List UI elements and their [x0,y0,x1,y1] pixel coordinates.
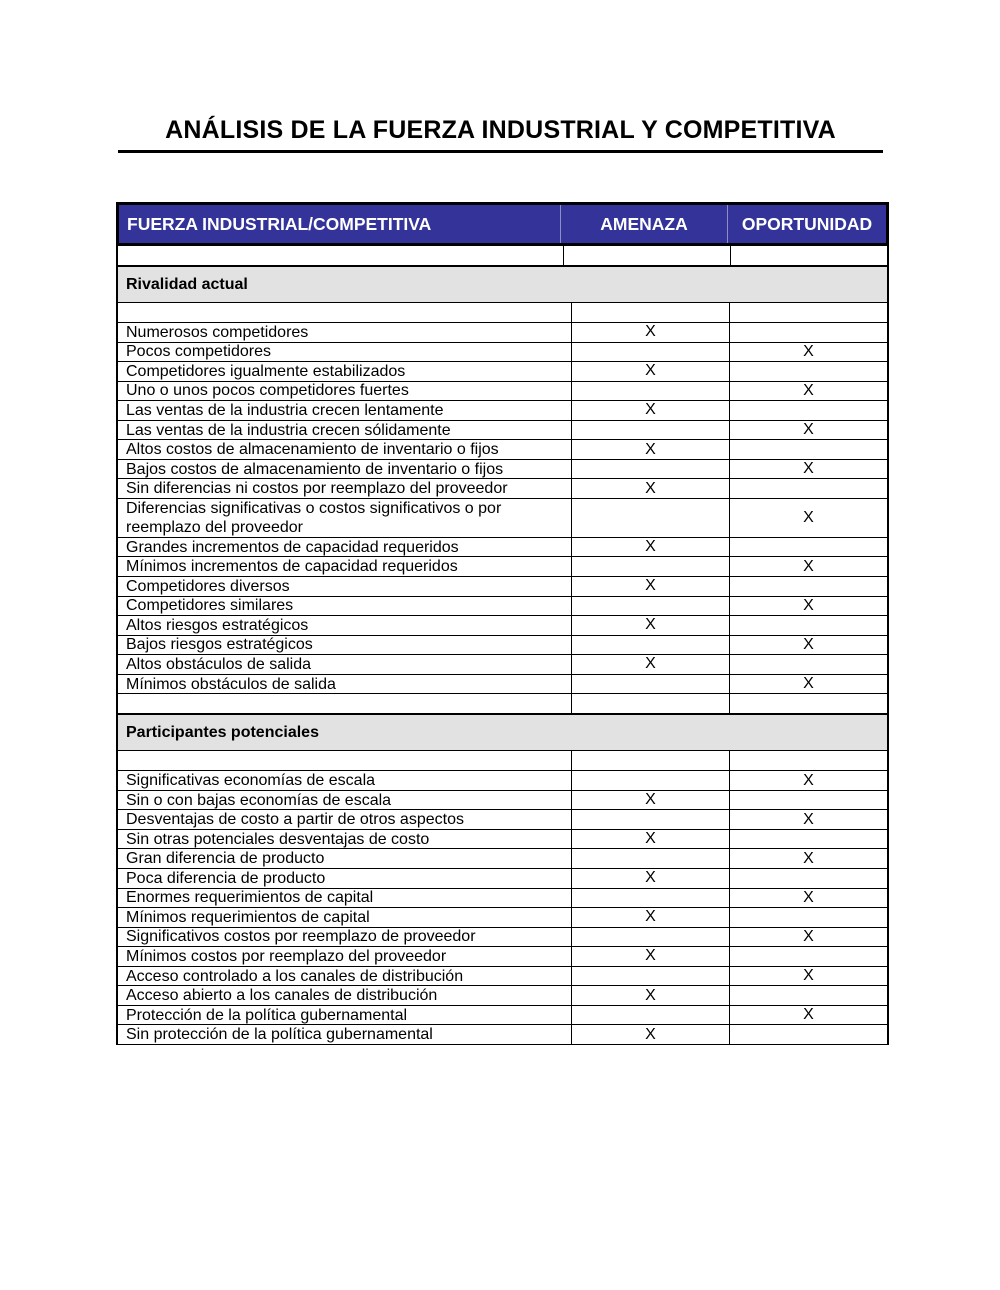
threat-mark: X [572,655,730,674]
opportunity-mark: X [803,635,814,653]
threat-mark: X [572,479,730,498]
threat-mark [572,675,730,694]
opportunity-mark: X [803,888,814,906]
table-row [118,869,887,889]
table-row [118,830,887,850]
threat-mark [572,557,730,576]
table-row [118,597,887,617]
opportunity-mark: X [803,967,814,985]
force-label: Bajos costos de almacenamiento de inventario o fijos [118,460,572,479]
force-label: Mínimos requerimientos de capital [118,908,572,927]
opportunity-mark [730,1025,887,1044]
opportunity-mark [730,986,887,1005]
table-row [118,889,887,909]
opportunity-mark [730,830,887,849]
table-row [118,421,887,441]
table-row [118,460,887,480]
section-heading: Rivalidad actual [118,266,887,303]
table-row [118,928,887,948]
force-label: Diferencias significativas o costos significativos o por reemplazo del proveedor [118,499,572,537]
empty-row [118,246,887,266]
table-row [118,986,887,1006]
force-label: Competidores similares [118,597,572,616]
threat-mark [572,771,730,790]
table-row [118,440,887,460]
header-opportunity: OPORTUNIDAD [741,213,873,234]
threat-mark: X [572,791,730,810]
table-row [118,1025,887,1045]
force-label: Competidores igualmente estabilizados [118,362,572,381]
opportunity-mark: X [803,849,814,867]
force-label: Altos costos de almacenamiento de inventario o fijos [118,440,572,459]
table-row [118,791,887,811]
empty-cell [118,303,572,322]
force-label: Bajos riesgos estratégicos [118,636,572,655]
force-label: Mínimos costos por reemplazo del proveedor [118,947,572,966]
force-label: Sin o con bajas economías de escala [118,791,572,810]
opportunity-mark: X [803,675,814,693]
threat-mark [572,849,730,868]
threat-mark: X [572,577,730,596]
table-header [116,202,889,246]
table-row [118,849,887,869]
empty-cell [118,246,564,265]
opportunity-mark [730,655,887,674]
threat-mark: X [572,986,730,1005]
threat-mark: X [572,869,730,888]
opportunity-mark: X [803,421,814,438]
table-row [118,616,887,636]
threat-mark: X [572,947,730,966]
header-force: FUERZA INDUSTRIAL/COMPETITIVA [119,205,561,243]
force-label: Acceso abierto a los canales de distribución [118,986,572,1005]
opportunity-mark: X [803,381,814,399]
threat-mark: X [572,401,730,420]
empty-cell [564,246,731,265]
empty-cell [572,751,730,770]
threat-mark [572,810,730,829]
empty-row [118,303,887,323]
opportunity-mark [730,577,887,596]
table-row [118,343,887,363]
threat-mark [572,382,730,401]
threat-mark [572,421,730,440]
threat-mark [572,889,730,908]
opportunity-mark: X [803,460,814,478]
force-label: Altos obstáculos de salida [118,655,572,674]
opportunity-mark: X [803,342,814,360]
opportunity-mark [730,869,887,888]
force-label: Significativas economías de escala [118,771,572,790]
table-row [118,967,887,987]
table-row [118,362,887,382]
threat-mark: X [572,1025,730,1044]
header-threat: AMENAZA [561,205,728,243]
threat-mark: X [572,538,730,557]
opportunity-mark [730,362,887,381]
opportunity-mark: X [803,810,814,828]
table-body [116,246,889,1045]
force-label: Competidores diversos [118,577,572,596]
force-label: Acceso controlado a los canales de distribución [118,967,572,986]
table-row [118,771,887,791]
force-label: Sin otras potenciales desventajas de costo [118,830,572,849]
opportunity-mark [730,440,887,459]
opportunity-mark: X [803,508,814,526]
opportunity-mark [730,401,887,420]
opportunity-mark: X [803,557,814,575]
threat-mark [572,636,730,655]
table-row [118,557,887,577]
empty-cell [118,694,572,713]
force-label: Uno o unos pocos competidores fuertes [118,382,572,401]
opportunity-mark: X [803,596,814,614]
table-row [118,947,887,967]
force-label: Enormes requerimientos de capital [118,889,572,908]
force-label: Poca diferencia de producto [118,869,572,888]
table-row [118,655,887,675]
table-row [118,675,887,695]
page-title: ANÁLISIS DE LA FUERZA INDUSTRIAL Y COMPETITIVA [165,116,836,144]
table-row [118,499,887,538]
force-analysis-table [116,202,889,1045]
force-label: Grandes incrementos de capacidad requeridos [118,538,572,557]
table-row [118,323,887,343]
table-row [118,401,887,421]
empty-cell [730,751,887,770]
empty-cell [118,751,572,770]
force-label: Pocos competidores [118,343,572,362]
opportunity-mark [730,791,887,810]
threat-mark: X [572,830,730,849]
force-label: Protección de la política gubernamental [118,1006,572,1025]
table-row [118,577,887,597]
table-row [118,636,887,656]
force-label: Gran diferencia de producto [118,849,572,868]
force-label: Significativos costos por reemplazo de proveedor [118,928,572,947]
threat-mark: X [572,616,730,635]
force-label: Sin protección de la política gubernamental [118,1025,572,1044]
empty-cell [731,246,887,265]
threat-mark: X [572,362,730,381]
title-underline [118,150,883,153]
table-row [118,382,887,402]
opportunity-mark [730,947,887,966]
force-label: Las ventas de la industria crecen sólidamente [118,421,572,440]
threat-mark [572,928,730,947]
opportunity-mark: X [803,1006,814,1024]
force-label: Desventajas de costo a partir de otros aspectos [118,810,572,829]
threat-mark [572,967,730,986]
threat-mark: X [572,323,730,342]
empty-cell [572,694,730,713]
empty-cell [730,694,887,713]
threat-mark: X [572,440,730,459]
table-row [118,538,887,558]
table-row [118,908,887,928]
opportunity-mark [730,538,887,557]
empty-row [118,751,887,771]
opportunity-mark [730,479,887,498]
opportunity-mark: X [803,771,814,789]
force-label: Las ventas de la industria crecen lentamente [118,401,572,420]
threat-mark [572,1006,730,1025]
force-label: Sin diferencias ni costos por reemplazo del proveedor [118,479,572,498]
threat-mark [572,343,730,362]
force-label: Numerosos competidores [118,323,572,342]
opportunity-mark [730,908,887,927]
threat-mark: X [572,908,730,927]
empty-cell [572,303,730,322]
empty-row [118,694,887,714]
table-row [118,479,887,499]
empty-cell [730,303,887,322]
table-row [118,810,887,830]
force-label: Mínimos incrementos de capacidad requeridos [118,557,572,576]
opportunity-mark [730,616,887,635]
threat-mark [572,597,730,616]
force-label: Mínimos obstáculos de salida [118,675,572,694]
threat-mark [572,460,730,479]
opportunity-mark: X [803,927,814,945]
opportunity-mark [730,323,887,342]
force-label: Altos riesgos estratégicos [118,616,572,635]
table-row [118,1006,887,1026]
section-heading: Participantes potenciales [118,714,887,751]
threat-mark [572,499,730,537]
